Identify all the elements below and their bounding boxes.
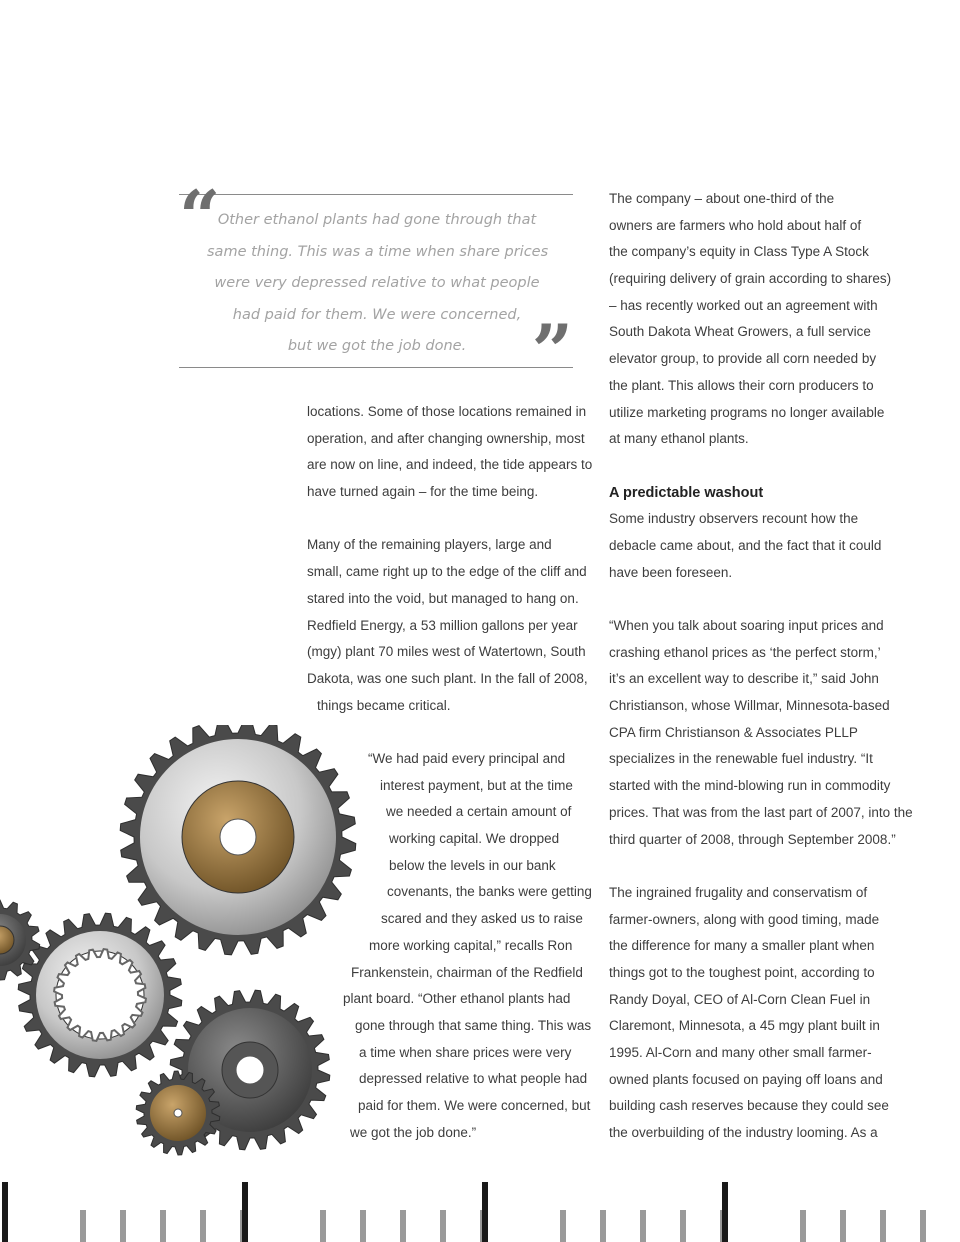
text-line: at many ethanol plants. xyxy=(609,431,749,447)
text-line: South Dakota Wheat Growers, a full service xyxy=(609,324,871,340)
text-line: have been foreseen. xyxy=(609,564,733,580)
text-line: Frankenstein, chairman of the Redfield xyxy=(351,964,583,980)
right-column xyxy=(609,186,954,1147)
gears-illustration xyxy=(0,725,360,1165)
text-line: owners are farmers who hold about half of xyxy=(609,217,862,233)
text-line: Redfield Energy, a 53 million gallons per year xyxy=(307,617,578,633)
text-line: Some industry observers recount how the xyxy=(609,511,859,527)
text-line: Randy Doyal, CEO of Al-Corn Clean Fuel in xyxy=(609,991,871,1007)
text-line: interest payment, but at the time xyxy=(380,777,573,793)
pull-quote-line: but we got the job done. xyxy=(287,338,467,354)
text-line: The ingrained frugality and conservatism of xyxy=(609,884,868,900)
text-line: debacle came about, and the fact that it could xyxy=(609,537,882,553)
large-gear xyxy=(120,725,356,955)
text-line: are now on line, and indeed, the tide appears to xyxy=(307,457,593,473)
text-line: elevator group, to provide all corn needed by xyxy=(609,351,877,367)
text-line: 1995. Al-Corn and many other small farmer- xyxy=(609,1045,872,1060)
middle-column-top xyxy=(307,399,593,719)
text-line: owned plants focused on paying off loans and xyxy=(609,1071,883,1087)
text-line: things became critical. xyxy=(317,697,451,713)
text-line: Christianson, whose Willmar, Minnesota-based xyxy=(609,698,890,714)
text-line: we needed a certain amount of xyxy=(386,804,572,820)
ruler-bars xyxy=(0,1182,960,1242)
text-line: third quarter of 2008, through September 2008.” xyxy=(609,831,896,847)
text-line: we got the job done.” xyxy=(350,1124,477,1140)
text-line: started with the mind-blowing run in commodity xyxy=(609,778,891,794)
middle-gear xyxy=(18,913,182,1077)
text-line: below the levels in our bank xyxy=(389,857,556,873)
pull-quote-line: had paid for them. We were concerned, xyxy=(232,306,522,323)
text-line: the plant. This allows their corn producers to xyxy=(609,377,874,393)
text-line: the overbuilding of the industry looming. As a xyxy=(609,1125,878,1141)
text-line: building cash reserves because they could see xyxy=(609,1098,889,1114)
text-line: Dakota, was one such plant. In the fall of 2008, xyxy=(307,670,588,686)
text-line: “When you talk about soaring input prices and xyxy=(609,618,884,633)
text-line: gone through that same thing. This was xyxy=(355,1017,592,1033)
text-line: a time when share prices were very xyxy=(359,1044,572,1060)
pull-quote-text xyxy=(207,205,547,363)
text-line: (requiring delivery of grain according to shares) xyxy=(609,271,892,287)
open-quote-mark: “ xyxy=(179,174,221,259)
pull-quote-line: Other ethanol plants had gone through that xyxy=(217,212,537,228)
text-line: (mgy) plant 70 miles west of Watertown, South xyxy=(307,644,586,660)
spacer xyxy=(307,506,577,533)
text-line: working capital. We dropped xyxy=(389,831,560,847)
text-line: the difference for many a smaller plant when xyxy=(609,938,875,954)
section-subhead: A predictable washout xyxy=(609,484,764,501)
text-line: have turned again – for the time being. xyxy=(307,484,539,500)
pull-quote-line: same thing. This was a time when share prices xyxy=(207,243,549,260)
text-line: utilize marketing programs no longer available xyxy=(609,404,885,420)
text-line: Claremont, Minnesota, a 45 mgy plant built in xyxy=(609,1018,880,1034)
text-line: operation, and after changing ownership, most xyxy=(307,430,585,446)
pull-quote-line: were very depressed relative to what people xyxy=(214,275,540,291)
text-line: – has recently worked out an agreement with xyxy=(609,297,878,313)
text-line: scared and they asked us to raise xyxy=(381,911,583,927)
text-line: paid for them. We were concerned, but xyxy=(358,1097,591,1113)
text-line: specializes in the renewable fuel industry. “It xyxy=(609,751,873,767)
spacer xyxy=(609,453,954,480)
middle-column-quote xyxy=(330,746,592,1146)
text-line: covenants, the banks were getting xyxy=(387,884,592,900)
text-line: small, came right up to the edge of the cliff and xyxy=(307,564,587,580)
text-line: the company’s equity in Class Type A Stock xyxy=(609,244,869,260)
text-line: The company – about one-third of the xyxy=(609,191,835,206)
text-line: crashing ethanol prices as ‘the perfect storm,’ xyxy=(609,644,881,660)
pull-quote xyxy=(179,174,573,393)
text-line: “We had paid every principal and xyxy=(368,751,566,766)
spacer xyxy=(609,586,954,613)
text-line: prices. That was from the last part of 2007, into the xyxy=(609,804,913,820)
text-line: depressed relative to what people had xyxy=(359,1071,588,1087)
text-line: more working capital,” recalls Ron xyxy=(369,937,573,953)
text-line: Many of the remaining players, large and xyxy=(307,537,552,553)
text-line: CPA firm Christianson & Associates PLLP xyxy=(609,724,858,740)
close-quote-mark: ” xyxy=(531,308,573,393)
text-line: it’s an excellent way to describe it,” said John xyxy=(609,671,879,687)
ruler-ticks xyxy=(2,1182,960,1242)
spacer xyxy=(609,853,954,880)
text-line: farmer-owners, along with good timing, made xyxy=(609,911,880,927)
text-line: stared into the void, but managed to hang on. xyxy=(307,590,579,606)
text-line: things got to the toughest point, according to xyxy=(609,964,875,980)
text-line: locations. Some of those locations remained in xyxy=(307,404,587,419)
text-line: plant board. “Other ethanol plants had xyxy=(343,991,571,1007)
